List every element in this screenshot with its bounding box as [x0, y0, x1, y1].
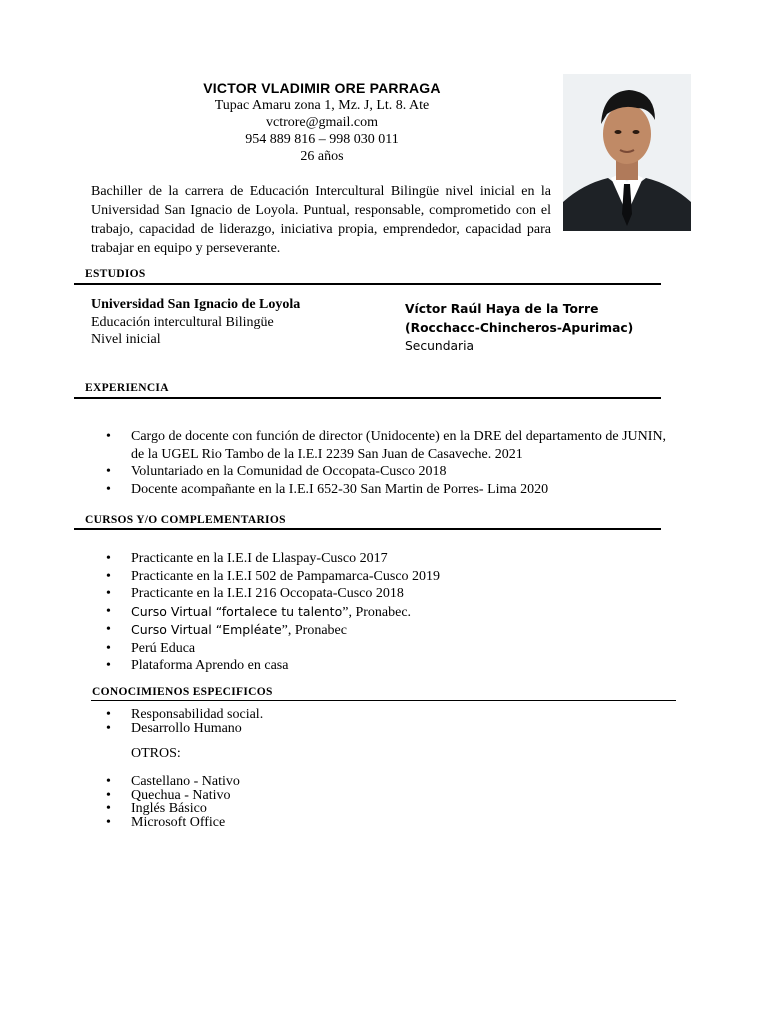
list-item: • Castellano - Nativo: [106, 774, 240, 789]
otros-list: [91, 775, 681, 829]
otros-label: OTROS:: [131, 746, 181, 761]
list-item: • Responsabilidad social.: [106, 707, 264, 722]
education-university: [91, 296, 301, 349]
divider: [74, 397, 661, 399]
list-item: • Quechua - Nativo: [106, 787, 231, 803]
list-item: • Practicante en la I.E.I 216 Occopata-Cusco 2018: [106, 586, 404, 601]
list-item: • Perú Educa: [106, 640, 196, 656]
courses-list: [91, 550, 681, 675]
bullet-icon: •: [106, 481, 111, 497]
list-item: • Inglés Básico: [106, 801, 207, 816]
bullet-icon: •: [106, 774, 111, 789]
university-level: Nivel inicial: [91, 332, 161, 347]
list-item: • Desarrollo Humano: [106, 720, 242, 736]
address: Tupac Amaru zona 1, Mz. J, Lt. 8. Ate: [214, 98, 430, 113]
bullet-icon: •: [106, 551, 111, 566]
age: 26 años: [300, 149, 344, 164]
bullet-icon: •: [106, 586, 111, 601]
bullet-icon: •: [106, 568, 111, 584]
list-item: • Voluntariado en la Comunidad de Occopata-Cusco 2018: [106, 464, 447, 479]
section-title-experiencia: EXPERIENCIA: [85, 382, 169, 394]
list-item: • Cargo de docente con función de director (Unidocente) en la DRE del departamento de JUNIN, de la UGEL Rio Tambo de la I.E.I 2239 San Juan de Casaveche. 2021: [106, 429, 667, 462]
university-name: Universidad San Ignacio de Loyola: [91, 297, 301, 312]
bullet-icon: •: [106, 464, 111, 479]
knowledge-list: [91, 708, 681, 735]
bullet-icon: •: [106, 801, 111, 816]
profile-summary: Bachiller de la carrera de Educación Intercultural Bilingüe nivel inicial en la Universidad San Ignacio de Loyola. Puntual, responsable, comprometido con el trabajo, capacidad de liderazgo, iniciativa propia, emprendedor, capacidad para trabajar en equipo y perseverante.: [91, 184, 551, 256]
secondary-school-name: Víctor Raúl Haya de la Torre (Rocchacc-Chincheros-Apurimac): [405, 302, 634, 335]
university-program: Educación intercultural Bilingüe: [91, 314, 274, 330]
bullet-icon: •: [106, 658, 111, 673]
list-item: • Curso Virtual “fortalece tu talento”, Pronabec.: [106, 603, 412, 620]
profile-photo: [563, 74, 691, 231]
education-secondary: [405, 300, 675, 356]
bullet-icon: •: [106, 720, 111, 736]
bullet-icon: •: [106, 707, 111, 722]
secondary-level: Secundaria: [405, 339, 475, 353]
bullet-icon: •: [106, 429, 111, 444]
list-item: • Curso Virtual “Empléate”, Pronabec: [106, 622, 347, 638]
list-item: • Plataforma Aprendo en casa: [106, 658, 289, 673]
portrait-image: [563, 74, 691, 231]
bullet-icon: •: [106, 603, 111, 619]
list-item: • Practicante en la I.E.I de Llaspay-Cusco 2017: [106, 551, 388, 566]
section-title-conocimientos: CONOCIMIENOS ESPECIFICOS: [92, 686, 273, 698]
email: vctrore@gmail.com: [265, 115, 379, 130]
list-item: • Docente acompañante en la I.E.I 652-30 San Martin de Porres- Lima 2020: [106, 481, 549, 497]
bullet-icon: •: [106, 622, 111, 637]
section-title-cursos: CURSOS Y/O COMPLEMENTARIOS: [85, 514, 286, 526]
candidate-name: VICTOR VLADIMIR ORE PARRAGA: [203, 80, 441, 96]
bullet-icon: •: [106, 640, 111, 656]
section-title-estudios: ESTUDIOS: [85, 268, 146, 280]
divider: [74, 283, 661, 285]
list-item: • Microsoft Office: [106, 814, 226, 830]
experience-list: [91, 428, 681, 498]
divider: [91, 700, 676, 701]
divider: [74, 528, 661, 530]
bullet-icon: •: [106, 787, 111, 803]
list-item: • Practicante en la I.E.I 502 de Pampamarca-Cusco 2019: [106, 568, 441, 584]
bullet-icon: •: [106, 814, 111, 830]
phone-numbers: 954 889 816 – 998 030 011: [245, 132, 399, 147]
